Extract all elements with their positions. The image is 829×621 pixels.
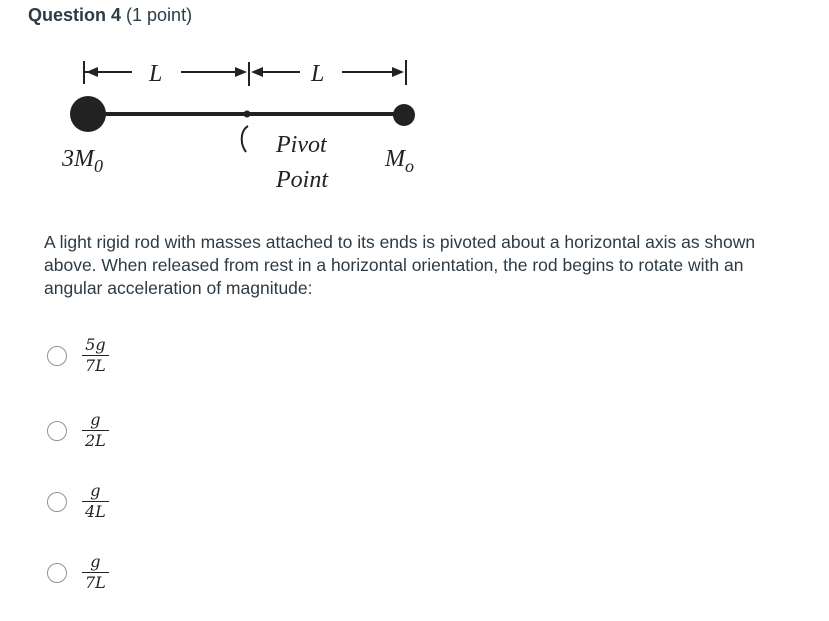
fraction-numerator: 5g [85,335,106,354]
fraction-denominator: 4L [82,501,109,521]
dimension-arrows [84,60,406,86]
length-label-left: L [149,61,163,87]
mass-right [393,104,415,126]
fraction-denominator: 2L [82,430,109,450]
mass-right-label: $M_o$ [385,146,414,176]
radio-button[interactable] [47,492,67,512]
fraction-numerator: g [90,481,101,500]
pivot-arrow-icon [242,126,248,152]
length-label-right: L [311,61,325,87]
fraction-numerator: g [90,410,101,429]
pivot-dot [244,111,251,118]
answer-option[interactable] [47,411,109,450]
radio-button[interactable] [47,346,67,366]
pivot-label-line1: Pivot [276,132,327,158]
fraction-denominator: 7L [82,572,109,592]
rod-diagram [0,0,829,215]
question-points: (1 point) [126,5,193,25]
radio-button[interactable] [47,563,67,583]
option-fraction [82,411,109,450]
mass-left-label: $3M_0$ [62,146,103,176]
option-fraction [82,482,109,521]
pivot-label-line2: Point [276,167,328,193]
question-number: Question 4 [28,5,122,25]
radio-button[interactable] [47,421,67,441]
option-fraction [82,553,109,592]
option-fraction [82,336,109,375]
answer-option[interactable] [47,482,109,521]
answer-option[interactable] [47,336,109,375]
fraction-numerator: g [90,552,101,571]
question-stem: A light rigid rod with masses attached to its ends is pivoted about a horizontal axis as shown above. When released from rest in a horizontal orientation, the rod begins to rotate with an angular acceleration of magnitude: [44,232,756,298]
fraction-denominator: 7L [82,355,109,375]
mass-left [70,96,106,132]
answer-option[interactable] [47,553,109,592]
